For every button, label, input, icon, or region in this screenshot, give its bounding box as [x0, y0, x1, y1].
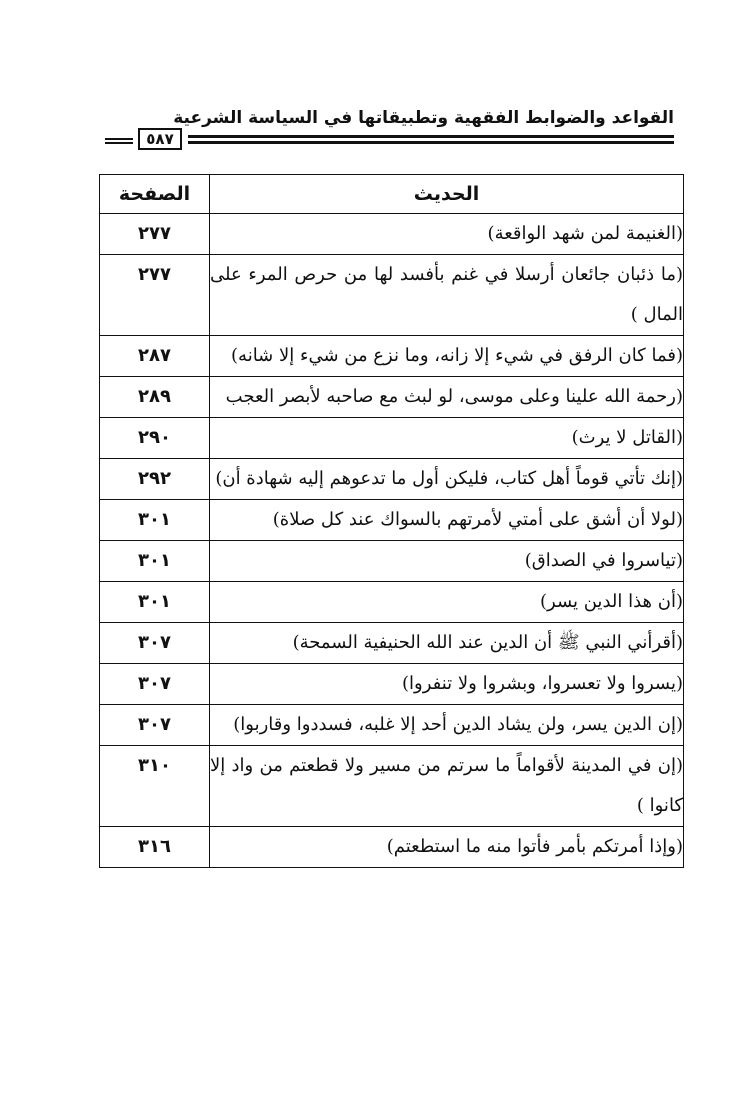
table-row	[100, 705, 684, 746]
hadith-text: (لولا أن أشق على أمتي لأمرتهم بالسواك عند كل صلاة)	[210, 500, 684, 541]
page-ref: ٣٠١	[100, 500, 210, 541]
table-row	[100, 623, 684, 664]
hadith-text: (إن في المدينة لأقواماً ما سرتم من مسير ولا قطعتم من واد إلا كانوا )	[210, 746, 684, 827]
table-row	[100, 746, 684, 827]
table-row	[100, 582, 684, 623]
hadith-text: (أقرأني النبي ﷺ أن الدين عند الله الحنيفية السمحة)	[210, 623, 684, 664]
table-row	[100, 827, 684, 868]
header-rule	[100, 132, 674, 150]
page-ref: ٣٠٧	[100, 664, 210, 705]
running-header	[100, 104, 674, 156]
hadith-index-table	[99, 174, 684, 868]
table-row	[100, 418, 684, 459]
page-number: ٥٨٧	[138, 128, 182, 150]
page-ref: ٣٠١	[100, 541, 210, 582]
page-ref: ٣٠١	[100, 582, 210, 623]
table-row	[100, 255, 684, 336]
hadith-text: (رحمة الله علينا وعلى موسى، لو لبث مع صاحبه لأبصر العجب	[210, 377, 684, 418]
hadith-text: (فما كان الرفق في شيء إلا زانه، وما نزع من شيء إلا شانه)	[210, 336, 684, 377]
header-rule-lines	[188, 135, 674, 144]
page-ref: ٢٨٩	[100, 377, 210, 418]
hadith-text: (يسروا ولا تعسروا، وبشروا ولا تنفروا)	[210, 664, 684, 705]
page-ref: ٢٧٧	[100, 255, 210, 336]
column-header-page: الصفحة	[100, 175, 210, 214]
table-row	[100, 500, 684, 541]
header-rule-short	[105, 138, 133, 144]
page-ref: ٣١٦	[100, 827, 210, 868]
table-row	[100, 377, 684, 418]
hadith-text: (أن هذا الدين يسر)	[210, 582, 684, 623]
hadith-text: (القاتل لا يرث)	[210, 418, 684, 459]
page-ref: ٢٨٧	[100, 336, 210, 377]
table-row	[100, 541, 684, 582]
hadith-text: (إن الدين يسر، ولن يشاد الدين أحد إلا غلبه، فسددوا وقاربوا)	[210, 705, 684, 746]
table-row	[100, 664, 684, 705]
page-ref: ٢٩٢	[100, 459, 210, 500]
column-header-hadith: الحديث	[210, 175, 684, 214]
page-ref: ٣٠٧	[100, 623, 210, 664]
hadith-text: (الغنيمة لمن شهد الواقعة)	[210, 214, 684, 255]
table-row	[100, 459, 684, 500]
table-row	[100, 336, 684, 377]
page-ref: ٣٠٧	[100, 705, 210, 746]
hadith-text: (ما ذئبان جائعان أرسلا في غنم بأفسد لها من حرص المرء على المال )	[210, 255, 684, 336]
table-header-row	[100, 175, 684, 214]
hadith-text: (تياسروا في الصداق)	[210, 541, 684, 582]
hadith-text: (وإذا أمرتكم بأمر فأتوا منه ما استطعتم)	[210, 827, 684, 868]
book-title: القواعد والضوابط الفقهية وتطبيقاتها في السياسة الشرعية	[173, 108, 674, 128]
table-row	[100, 214, 684, 255]
page-ref: ٢٧٧	[100, 214, 210, 255]
page-ref: ٢٩٠	[100, 418, 210, 459]
hadith-text: (إنك تأتي قوماً أهل كتاب، فليكن أول ما تدعوهم إليه شهادة أن)	[210, 459, 684, 500]
page-ref: ٣١٠	[100, 746, 210, 827]
